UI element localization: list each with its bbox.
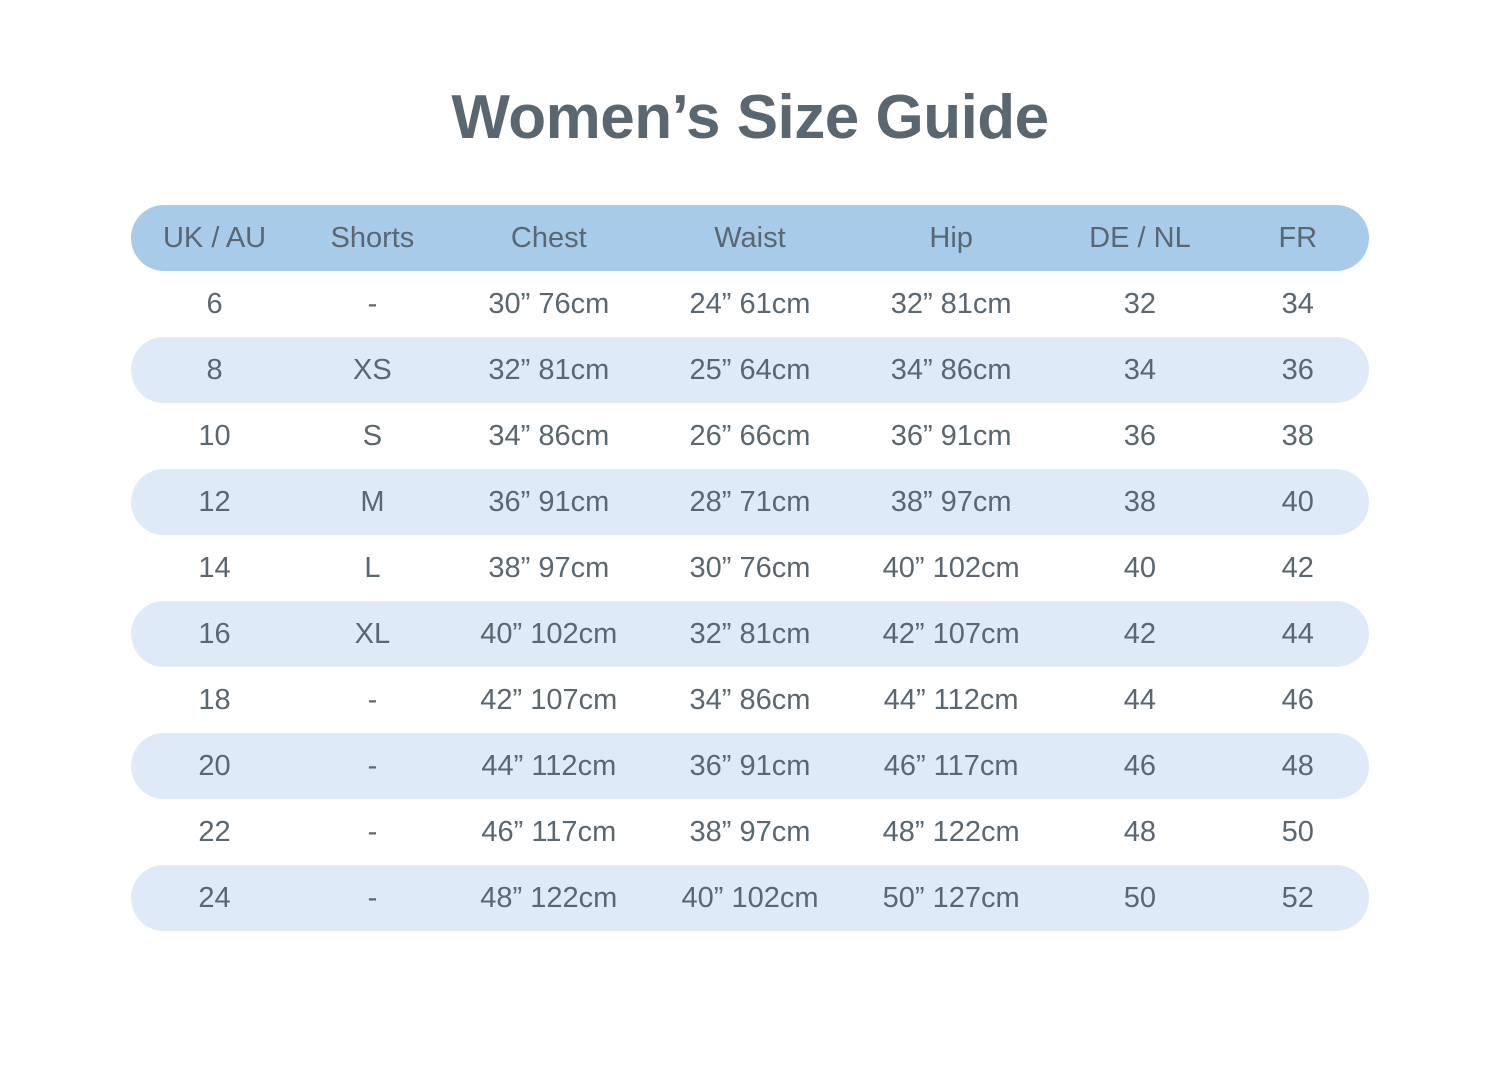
cell-de-nl: 34 (1053, 337, 1226, 403)
cell-uk-au: 8 (131, 337, 298, 403)
cell-uk-au: 6 (206, 287, 223, 320)
cell-hip: 34” 86cm (849, 337, 1053, 403)
cell-fr: 40 (1227, 469, 1369, 535)
cell-chest: 38” 97cm (488, 551, 610, 584)
cell-hip: 50” 127cm (849, 865, 1053, 931)
cell-fr: 36 (1227, 337, 1369, 403)
table-row (131, 799, 1369, 865)
cell-fr: 44 (1227, 601, 1369, 667)
cell-hip: 38” 97cm (849, 469, 1053, 535)
column-header-de-nl: DE / NL (1053, 205, 1226, 271)
column-header-chest: Chest (447, 205, 651, 271)
cell-chest: 30” 76cm (488, 287, 610, 320)
cell-chest: 48” 122cm (447, 865, 651, 931)
cell-waist: 34” 86cm (689, 683, 811, 716)
cell-de-nl: 44 (1123, 683, 1157, 716)
cell-de-nl: 38 (1053, 469, 1226, 535)
cell-hip: 40” 102cm (882, 551, 1020, 584)
cell-chest: 32” 81cm (447, 337, 651, 403)
cell-uk-au: 24 (131, 865, 298, 931)
table-row (131, 271, 1369, 337)
cell-fr: 38 (1281, 419, 1314, 452)
cell-fr: 50 (1281, 815, 1314, 848)
cell-waist: 30” 76cm (689, 551, 811, 584)
cell-de-nl: 32 (1123, 287, 1157, 320)
cell-uk-au: 20 (131, 733, 298, 799)
cell-waist: 36” 91cm (651, 733, 849, 799)
cell-shorts: - (298, 733, 447, 799)
page-title: Women’s Size Guide (451, 83, 1049, 152)
table-row (131, 733, 1369, 799)
table-row (131, 865, 1369, 931)
cell-waist: 32” 81cm (651, 601, 849, 667)
cell-waist: 26” 66cm (689, 419, 811, 452)
cell-hip: 48” 122cm (882, 815, 1020, 848)
cell-chest: 40” 102cm (447, 601, 651, 667)
cell-chest: 46” 117cm (481, 815, 617, 848)
cell-hip: 32” 81cm (890, 287, 1012, 320)
size-table (131, 205, 1369, 931)
cell-waist: 40” 102cm (651, 865, 849, 931)
table-body (131, 271, 1369, 931)
cell-uk-au: 16 (131, 601, 298, 667)
cell-hip: 42” 107cm (849, 601, 1053, 667)
cell-shorts: - (367, 683, 378, 716)
size-table-container (131, 205, 1369, 931)
table-header-row (131, 205, 1369, 271)
cell-de-nl: 50 (1053, 865, 1226, 931)
cell-fr: 52 (1227, 865, 1369, 931)
cell-waist: 24” 61cm (689, 287, 811, 320)
cell-shorts: XS (298, 337, 447, 403)
cell-shorts: XL (298, 601, 447, 667)
cell-shorts: - (298, 865, 447, 931)
cell-chest: 34” 86cm (488, 419, 610, 452)
cell-waist: 28” 71cm (651, 469, 849, 535)
column-header-waist: Waist (651, 205, 849, 271)
cell-hip: 46” 117cm (849, 733, 1053, 799)
cell-de-nl: 48 (1123, 815, 1157, 848)
cell-hip: 36” 91cm (890, 419, 1012, 452)
cell-uk-au: 10 (198, 419, 231, 452)
cell-hip: 44” 112cm (883, 683, 1019, 716)
cell-waist: 25” 64cm (651, 337, 849, 403)
cell-shorts: M (298, 469, 447, 535)
cell-uk-au: 12 (131, 469, 298, 535)
table-row (131, 601, 1369, 667)
cell-de-nl: 36 (1123, 419, 1157, 452)
table-row (131, 667, 1369, 733)
cell-fr: 34 (1281, 287, 1314, 320)
cell-de-nl: 40 (1123, 551, 1157, 584)
column-header-hip: Hip (849, 205, 1053, 271)
cell-uk-au: 18 (198, 683, 231, 716)
cell-de-nl: 46 (1053, 733, 1226, 799)
cell-chest: 42” 107cm (480, 683, 618, 716)
table-header (131, 205, 1369, 271)
cell-shorts: - (367, 287, 378, 320)
cell-shorts: L (364, 551, 381, 584)
column-header-uk-au: UK / AU (131, 205, 298, 271)
column-header-fr: FR (1227, 205, 1369, 271)
column-header-shorts: Shorts (298, 205, 447, 271)
cell-fr: 46 (1281, 683, 1314, 716)
cell-uk-au: 14 (198, 551, 231, 584)
cell-chest: 36” 91cm (447, 469, 651, 535)
table-row (131, 403, 1369, 469)
cell-shorts: S (362, 419, 383, 452)
table-row (131, 469, 1369, 535)
cell-fr: 42 (1281, 551, 1314, 584)
table-row (131, 535, 1369, 601)
cell-chest: 44” 112cm (447, 733, 651, 799)
cell-de-nl: 42 (1053, 601, 1226, 667)
table-row (131, 337, 1369, 403)
cell-shorts: - (367, 815, 378, 848)
cell-waist: 38” 97cm (689, 815, 811, 848)
cell-uk-au: 22 (198, 815, 231, 848)
cell-fr: 48 (1227, 733, 1369, 799)
